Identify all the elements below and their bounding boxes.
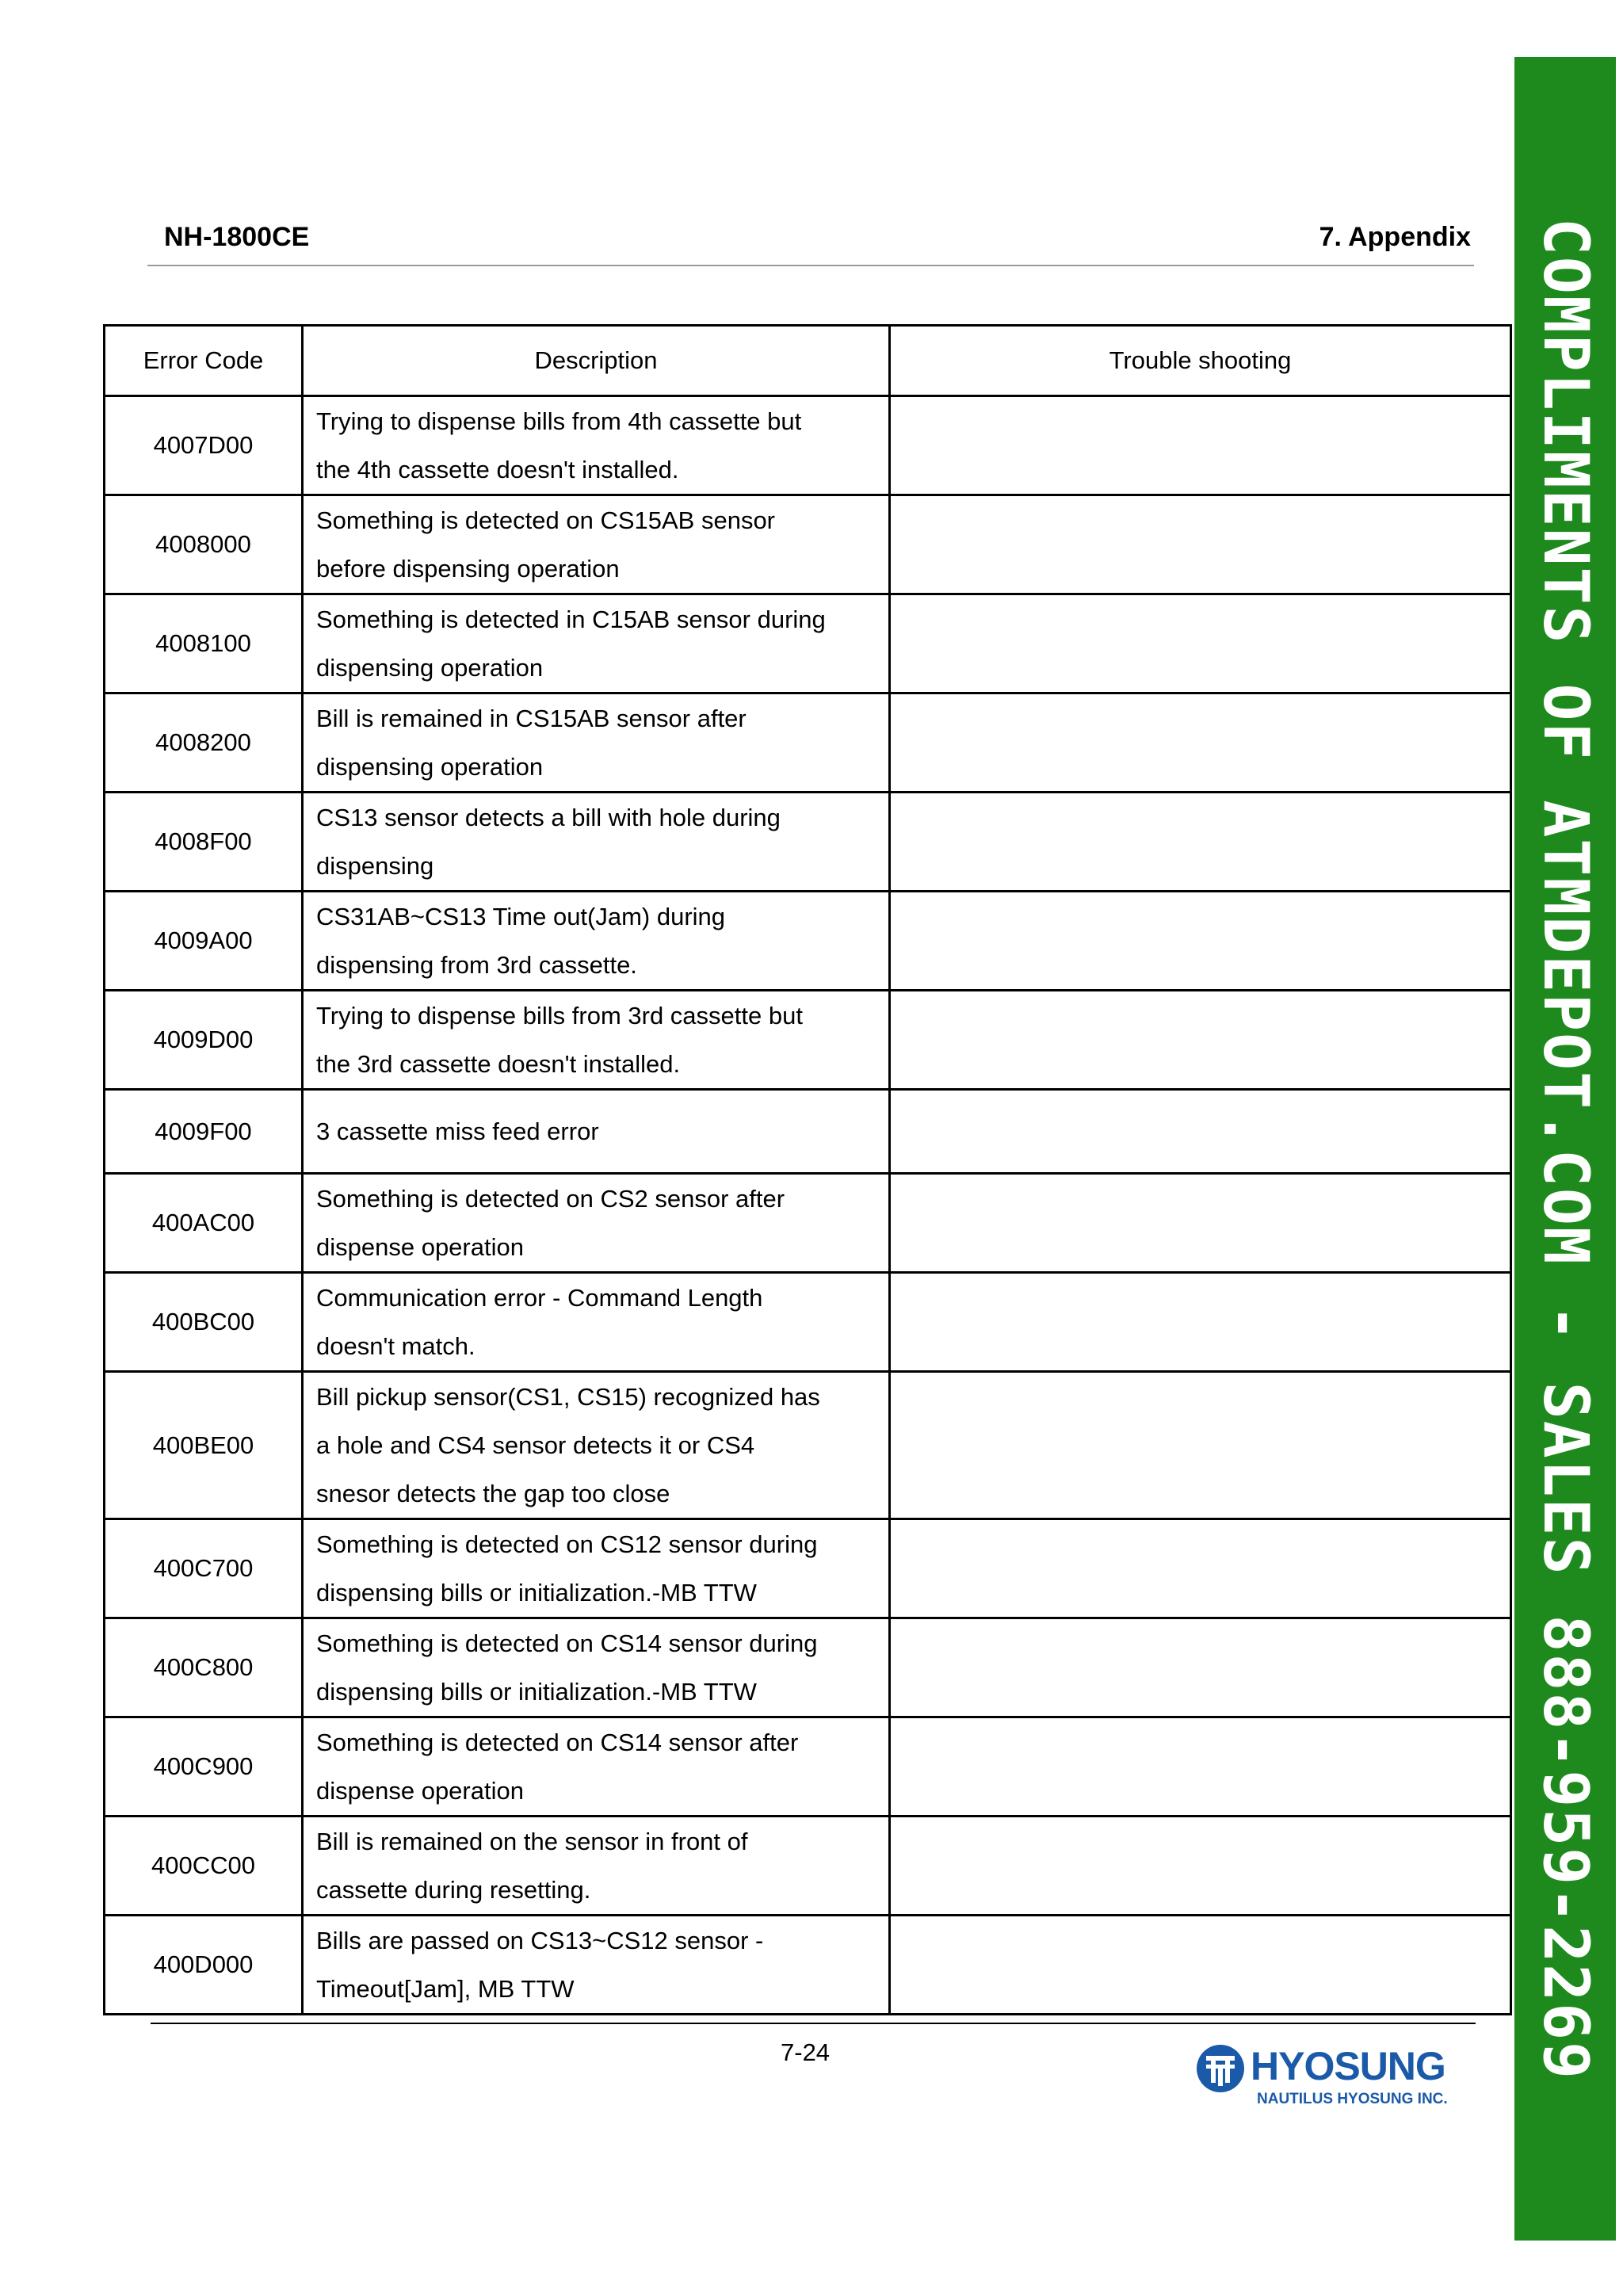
error-code-cell: 400BE00 <box>105 1372 303 1519</box>
description-cell <box>303 693 890 793</box>
table-row <box>105 396 1511 495</box>
error-code-cell: 4007D00 <box>105 396 303 495</box>
trouble-shooting-cell <box>890 1717 1511 1817</box>
description-line: dispensing bills or initialization.-MB TTW <box>316 1579 757 1606</box>
description-line: Bill pickup sensor(CS1, CS15) recognized has <box>316 1383 820 1411</box>
description-cell <box>303 396 890 495</box>
trouble-shooting-cell <box>890 1372 1511 1519</box>
description-line: CS31AB~CS13 Time out(Jam) during <box>316 903 726 930</box>
description-line: Trying to dispense bills from 3rd cassette but <box>316 1002 803 1030</box>
table-row <box>105 1372 1511 1519</box>
footer-divider <box>151 2023 1476 2024</box>
description-line: Something is detected on CS15AB sensor <box>316 506 776 534</box>
trouble-shooting-cell <box>890 693 1511 793</box>
error-code-cell: 4008100 <box>105 594 303 693</box>
brand-name: HYOSUNG <box>1251 2044 1445 2088</box>
description-line: Timeout[Jam], MB TTW <box>316 1975 575 2003</box>
description-line: Something is detected on CS14 sensor after <box>316 1729 799 1756</box>
description-line: dispensing bills or initialization.-MB TTW <box>316 1678 757 1706</box>
table-header-row <box>105 326 1511 396</box>
error-code-cell: 4009F00 <box>105 1090 303 1174</box>
description-cell <box>303 495 890 594</box>
description-line: 3 cassette miss feed error <box>316 1117 599 1145</box>
trouble-shooting-cell <box>890 892 1511 991</box>
description-cell <box>303 1372 890 1519</box>
table-row <box>105 1717 1511 1817</box>
document-model: NH-1800CE <box>164 222 310 252</box>
table-row <box>105 1916 1511 2015</box>
description-line: Bill is remained on the sensor in front of <box>316 1828 748 1855</box>
side-banner-text: COMPLIMENTS OF ATMDEPOT.COM - SALES 888-959-2269 <box>1529 217 1601 2080</box>
page-number: 7-24 <box>781 2038 831 2066</box>
description-line: the 4th cassette doesn't installed. <box>316 456 679 483</box>
hyosung-emblem-icon <box>1195 2043 1246 2094</box>
header-divider <box>147 265 1474 266</box>
error-code-cell: 4008200 <box>105 693 303 793</box>
side-banner <box>1514 57 1616 2241</box>
description-line: dispensing from 3rd cassette. <box>316 951 637 979</box>
description-line: snesor detects the gap too close <box>316 1480 670 1507</box>
table-body <box>105 396 1511 2015</box>
table-row <box>105 793 1511 892</box>
error-code-cell: 400CC00 <box>105 1817 303 1916</box>
description-cell <box>303 1618 890 1717</box>
table-row <box>105 1519 1511 1618</box>
description-line: Something is detected in C15AB sensor during <box>316 606 826 633</box>
description-cell <box>303 1519 890 1618</box>
table-row <box>105 1174 1511 1273</box>
description-cell <box>303 1090 890 1174</box>
section-title: 7. Appendix <box>1319 222 1471 252</box>
trouble-shooting-cell <box>890 1916 1511 2015</box>
error-code-cell: 4008000 <box>105 495 303 594</box>
error-code-cell: 400C700 <box>105 1519 303 1618</box>
table-row <box>105 495 1511 594</box>
description-line: a hole and CS4 sensor detects it or CS4 <box>316 1431 755 1459</box>
trouble-shooting-cell <box>890 1174 1511 1273</box>
error-code-cell: 400C900 <box>105 1717 303 1817</box>
trouble-shooting-cell <box>890 991 1511 1090</box>
table-row <box>105 1090 1511 1174</box>
error-code-cell: 4009A00 <box>105 892 303 991</box>
error-code-cell: 400C800 <box>105 1618 303 1717</box>
table-row <box>105 1273 1511 1372</box>
description-cell <box>303 1916 890 2015</box>
description-cell <box>303 1273 890 1372</box>
error-code-cell: 400D000 <box>105 1916 303 2015</box>
table-row <box>105 1618 1511 1717</box>
trouble-shooting-cell <box>890 594 1511 693</box>
description-cell <box>303 1817 890 1916</box>
error-code-table <box>103 324 1512 2015</box>
error-code-cell: 4009D00 <box>105 991 303 1090</box>
trouble-shooting-cell <box>890 1817 1511 1916</box>
description-cell <box>303 594 890 693</box>
description-line: Communication error - Command Length <box>316 1284 763 1312</box>
description-cell <box>303 892 890 991</box>
hyosung-logo <box>1195 2042 1465 2113</box>
trouble-shooting-cell <box>890 793 1511 892</box>
column-header-description: Description <box>303 326 890 396</box>
trouble-shooting-cell <box>890 495 1511 594</box>
table-row <box>105 594 1511 693</box>
column-header-trouble-shooting: Trouble shooting <box>890 326 1511 396</box>
error-code-cell: 400BC00 <box>105 1273 303 1372</box>
trouble-shooting-cell <box>890 1618 1511 1717</box>
description-line: Something is detected on CS14 sensor during <box>316 1629 818 1657</box>
description-cell <box>303 991 890 1090</box>
column-header-error-code: Error Code <box>105 326 303 396</box>
description-line: cassette during resetting. <box>316 1876 591 1904</box>
description-line: CS13 sensor detects a bill with hole during <box>316 804 781 831</box>
description-line: the 3rd cassette doesn't installed. <box>316 1050 681 1078</box>
description-line: dispensing operation <box>316 654 544 682</box>
description-line: dispense operation <box>316 1233 524 1261</box>
description-line: Something is detected on CS12 sensor during <box>316 1530 818 1558</box>
description-cell <box>303 1717 890 1817</box>
error-code-cell: 4008F00 <box>105 793 303 892</box>
trouble-shooting-cell <box>890 1519 1511 1618</box>
table-row <box>105 892 1511 991</box>
description-cell <box>303 1174 890 1273</box>
table-row <box>105 1817 1511 1916</box>
trouble-shooting-cell <box>890 1273 1511 1372</box>
description-cell <box>303 793 890 892</box>
table-row <box>105 991 1511 1090</box>
trouble-shooting-cell <box>890 396 1511 495</box>
description-line: Bill is remained in CS15AB sensor after <box>316 705 747 732</box>
trouble-shooting-cell <box>890 1090 1511 1174</box>
description-line: dispensing <box>316 852 434 880</box>
brand-subtitle: NAUTILUS HYOSUNG INC. <box>1257 2091 1448 2107</box>
description-line: Trying to dispense bills from 4th cassette but <box>316 407 802 435</box>
description-line: Bills are passed on CS13~CS12 sensor - <box>316 1927 764 1954</box>
description-line: dispense operation <box>316 1777 524 1805</box>
description-line: doesn't match. <box>316 1332 475 1360</box>
description-line: before dispensing operation <box>316 555 620 583</box>
description-line: dispensing operation <box>316 753 544 781</box>
description-line: Something is detected on CS2 sensor after <box>316 1185 785 1213</box>
error-code-cell: 400AC00 <box>105 1174 303 1273</box>
table-row <box>105 693 1511 793</box>
